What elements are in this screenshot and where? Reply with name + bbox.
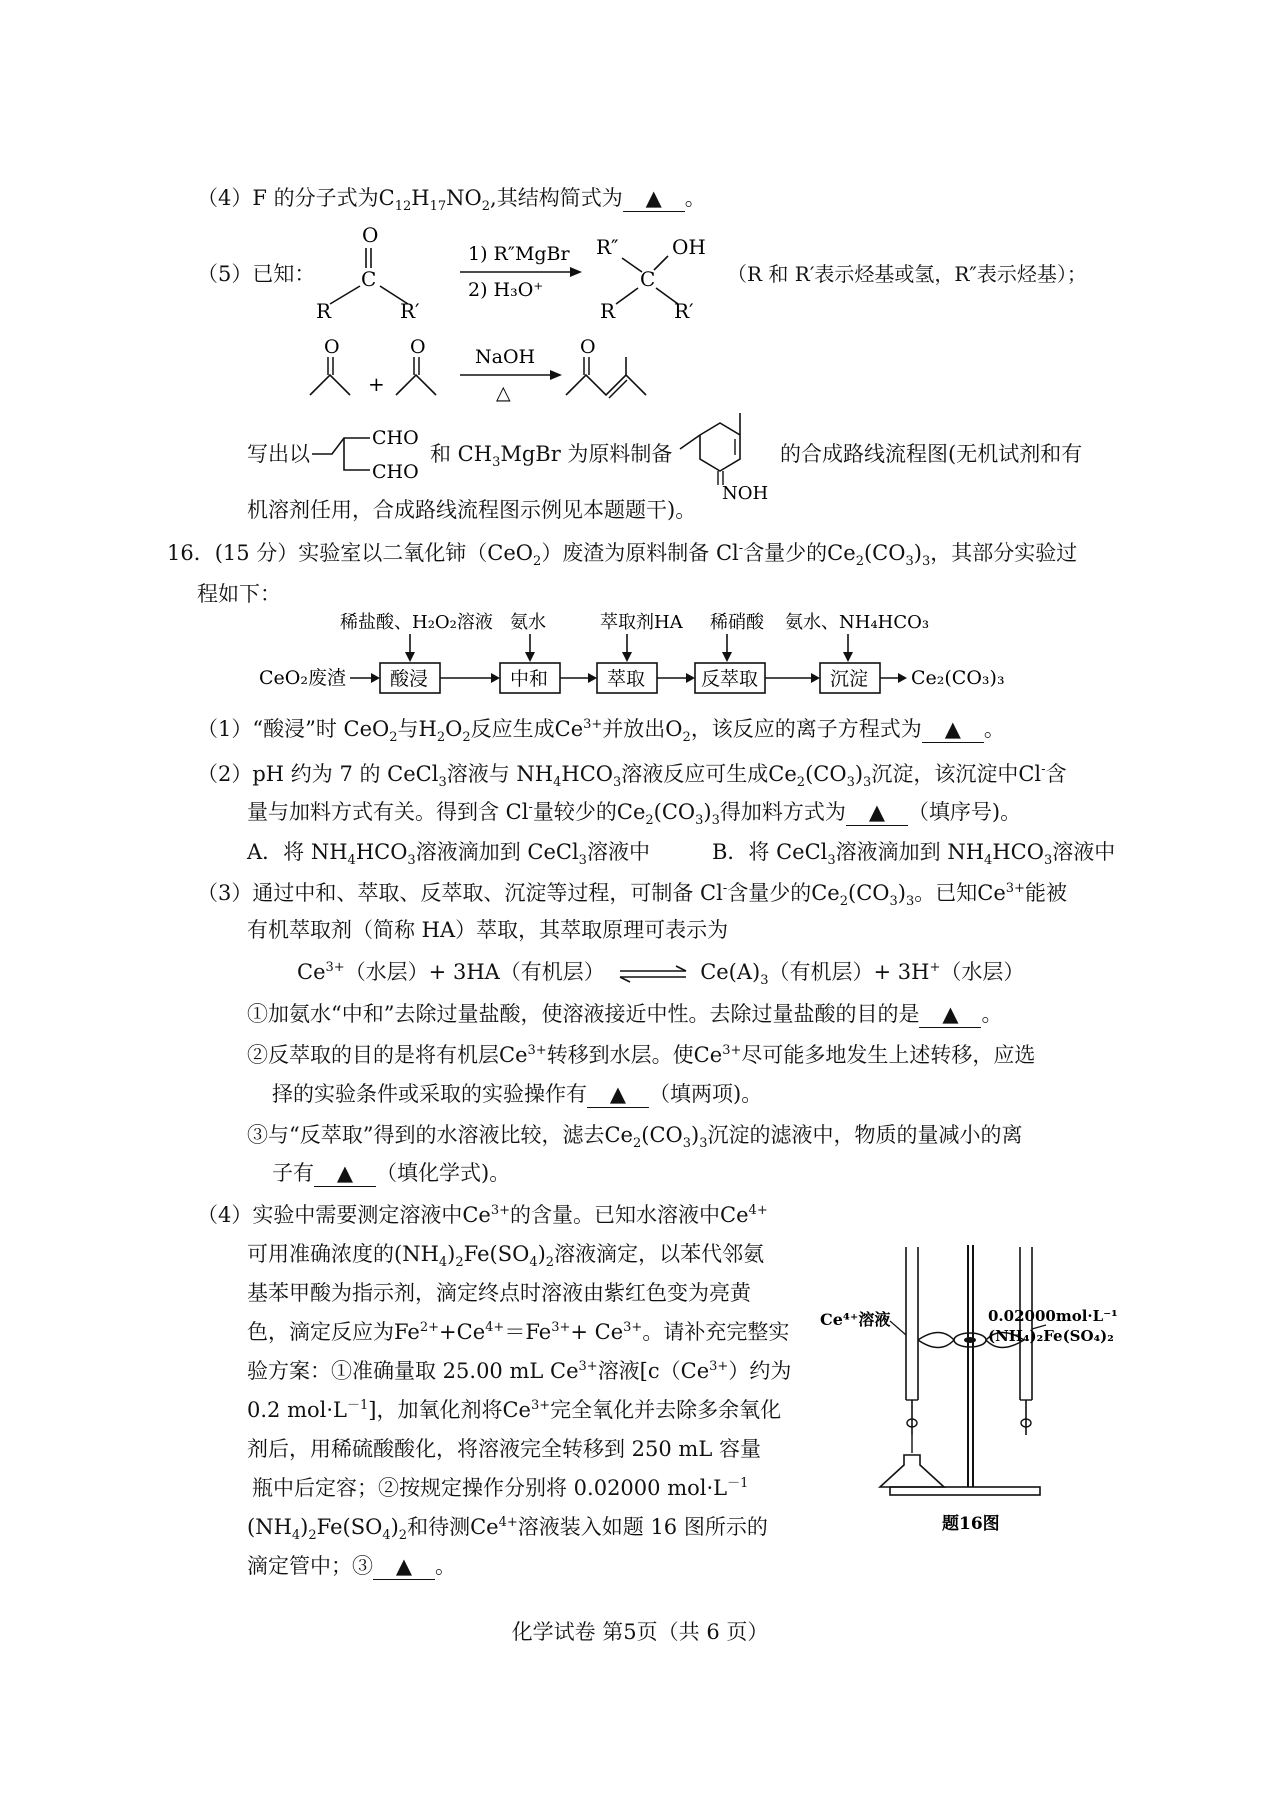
q15-reaction1-note: （R 和 R′表示烃基或氢，R″表示烃基）； xyxy=(727,262,1087,286)
svg-text:O: O xyxy=(410,336,426,358)
reagent-5: 氨水、NH₄HCO₃ xyxy=(785,612,930,633)
q16-sub2-line2: 择的实验条件或采取的实验操作有 ▲ （填两项)。 xyxy=(272,1082,762,1108)
svg-text:O: O xyxy=(580,336,596,358)
answer-blank: ▲ xyxy=(587,1082,649,1108)
flow-end: Ce₂(CO₃)₃ xyxy=(911,667,1005,689)
figure-caption: 题16图 xyxy=(942,1514,1000,1534)
product-C: C xyxy=(640,267,656,291)
svg-text:△: △ xyxy=(496,382,511,404)
extraction-equilibrium: $Ce^{3+}$（水层）+ 3HA（有机层） $Ce(A)_3$（有机层）+ 3H+（水层） xyxy=(297,960,1025,989)
titration-apparatus-figure xyxy=(820,1225,1120,1555)
svg-text:CHO: CHO xyxy=(372,461,419,483)
process-flowchart xyxy=(255,608,1015,708)
right-burette-label-1: 0.02000mol·L⁻¹ xyxy=(988,1307,1118,1325)
q16-part4-line10: 滴定管中；③ ▲ 。 xyxy=(247,1554,456,1580)
target-oxime-structure xyxy=(660,405,780,500)
q16-part4-line5: 验方案：①准确量取 25.00 mL $Ce^{3+}$溶液[$c(Ce^{3+})$约为 xyxy=(247,1359,792,1383)
reagent-4: 稀硝酸 xyxy=(710,612,764,633)
svg-text:NaOH: NaOH xyxy=(475,346,536,368)
answer-blank: ▲ xyxy=(846,800,908,826)
reagent-1: 稀盐酸、H₂O₂溶液 xyxy=(340,612,493,633)
q15-part5-label: （5）已知： xyxy=(197,262,316,286)
q16-part4-line1: （4）实验中需要测定溶液中$Ce^{3+}$的含量。已知水溶液中$Ce^{4+}$ xyxy=(197,1203,768,1227)
q15-write-middle: 和 $CH_3MgBr$ 为原料制备 xyxy=(430,442,673,471)
reagent-3: 萃取剂HA xyxy=(600,612,683,633)
q16-part4-line8: 瓶中后定容；②按规定操作分别将 0.02000 $mol\cdot L^{-1}$ xyxy=(252,1476,749,1500)
reagent-2: 氨水 xyxy=(510,612,546,633)
svg-text:酸浸: 酸浸 xyxy=(390,668,429,690)
left-burette-label: Ce⁴⁺溶液 xyxy=(820,1310,891,1329)
svg-text:CHO: CHO xyxy=(372,427,419,449)
q15-write-prefix: 写出以 xyxy=(247,442,310,466)
page-footer: 化学试卷 第5页（共 6 页） xyxy=(511,1620,769,1644)
answer-blank: ▲ xyxy=(919,1002,981,1028)
answer-blank: ▲ xyxy=(373,1554,435,1580)
svg-text:O: O xyxy=(324,336,340,358)
q16-option-b: B．将 CeCl$_3$溶液滴加到 $NH_4HCO_3$溶液中 xyxy=(712,840,1116,869)
grignard-reaction-scheme xyxy=(300,220,720,320)
q16-part2-line1: （2）pH 约为 7 的 CeCl$_3$溶液与 $NH_4HCO_3$溶液反应可生成$Ce_2(CO_3)_3$沉淀，该沉淀中Cl-含 xyxy=(197,762,1067,791)
q16-part3-line2: 有机萃取剂（简称 HA）萃取，其萃取原理可表示为 xyxy=(247,918,729,942)
flow-start: CeO₂废渣 xyxy=(259,667,346,689)
svg-text:萃取: 萃取 xyxy=(607,668,646,690)
q16-part3-line1: （3）通过中和、萃取、反萃取、沉淀等过程，可制备 Cl-含量少的$Ce_2(CO_3)_3$。已知$Ce^{3+}$能被 xyxy=(197,881,1067,910)
q16-sub2-line1: ②反萃取的目的是将有机层$Ce^{3+}$转移到水层。使$Ce^{3+}$尽可能多地发生上述转移，应选 xyxy=(247,1043,1036,1067)
q16-part2-line2: 量与加料方式有关。得到含 Cl-量较少的$Ce_2(CO_3)_3$得加料方式为 ▲ （填序号)。 xyxy=(247,800,1022,829)
aldol-reaction-scheme xyxy=(300,335,660,405)
svg-text:中和: 中和 xyxy=(510,668,549,690)
q16-option-a: A．将 $NH_4HCO_3$溶液滴加到 CeCl$_3$溶液中 xyxy=(247,840,650,869)
carbonyl-C: C xyxy=(361,267,377,291)
q16-part4-line9: $(NH_4)_2Fe(SO_4)_2$和待测$Ce^{4+}$溶液装入如题 16 图所示的 xyxy=(247,1515,768,1544)
product-OH: OH xyxy=(672,235,706,259)
answer-blank: ▲ xyxy=(623,186,685,212)
q15-part4-line: （4）F 的分子式为$C_{12}H_{17}NO_2$,其结构简式为 ▲ 。 xyxy=(197,186,706,215)
q16-part4-line3: 基苯甲酸为指示剂，滴定终点时溶液由紫红色变为亮黄 xyxy=(247,1281,751,1305)
svg-text:NOH: NOH xyxy=(722,483,769,500)
svg-text:+: + xyxy=(368,372,385,396)
product-R-double-prime: R″ xyxy=(596,235,619,259)
right-burette-label-2: (NH₄)₂Fe(SO₄)₂ xyxy=(988,1327,1114,1345)
answer-blank: ▲ xyxy=(922,717,984,743)
product-R: R xyxy=(600,299,616,320)
q16-sub3-line2: 子有 ▲ （填化学式)。 xyxy=(272,1161,510,1187)
answer-blank: ▲ xyxy=(314,1161,376,1187)
q16-header-line2: 程如下： xyxy=(197,582,281,606)
q16-part4-line6: 0.2 $mol\cdot L^{-1}$]，加氧化剂将$Ce^{3+}$完全氧化并去除多余氧化 xyxy=(247,1398,782,1422)
q16-header: 16．(15 分）实验室以二氧化铈（CeO$_2$）废渣为原料制备 Cl-含量少的$Ce_2(CO_3)_3$，其部分实验过 xyxy=(167,541,1078,570)
q16-part4-line7: 剂后，用稀硫酸酸化，将溶液完全转移到 250 mL 容量 xyxy=(247,1437,761,1461)
svg-text:反萃取: 反萃取 xyxy=(701,668,759,690)
equilibrium-arrow-icon xyxy=(616,965,690,983)
q16-sub1: ①加氨水“中和”去除过量盐酸，使溶液接近中性。去除过量盐酸的目的是 ▲ 。 xyxy=(247,1002,1002,1028)
q16-part4-line4: 色，滴定反应为$Fe^{2+}+Ce^{4+}=Fe^{3+}+ Ce^{3+}$。请补充完整实 xyxy=(247,1320,790,1344)
group-R-prime: R′ xyxy=(400,299,420,320)
q15-write-suffix: 的合成路线流程图(无机试剂和有 xyxy=(780,442,1083,466)
carbonyl-O: O xyxy=(362,223,379,247)
q16-part4-line2: 可用准确浓度的$(NH_4)_2Fe(SO_4)_2$溶液滴定，以苯代邻氨 xyxy=(247,1242,765,1271)
reagent-grignard: 1) R″MgBr xyxy=(468,243,570,265)
q15-write-line2: 机溶剂任用，合成路线流程图示例见本题题干)。 xyxy=(247,498,697,522)
reagent-acid: 2) H₃O⁺ xyxy=(468,279,544,301)
svg-text:沉淀: 沉淀 xyxy=(830,668,869,690)
product-R-prime: R′ xyxy=(674,299,694,320)
q16-sub3-line1: ③与“反萃取”得到的水溶液比较，滤去$Ce_2(CO_3)_3$沉淀的滤液中，物质的量减小的离 xyxy=(247,1123,1023,1152)
dialdehyde-structure xyxy=(310,418,430,490)
group-R: R xyxy=(316,299,332,320)
q16-part1: （1）“酸浸”时 CeO$_2$与$H_2O_2$反应生成$Ce^{3+}$并放出$O_2$，该反应的离子方程式为 ▲ 。 xyxy=(197,717,1005,746)
